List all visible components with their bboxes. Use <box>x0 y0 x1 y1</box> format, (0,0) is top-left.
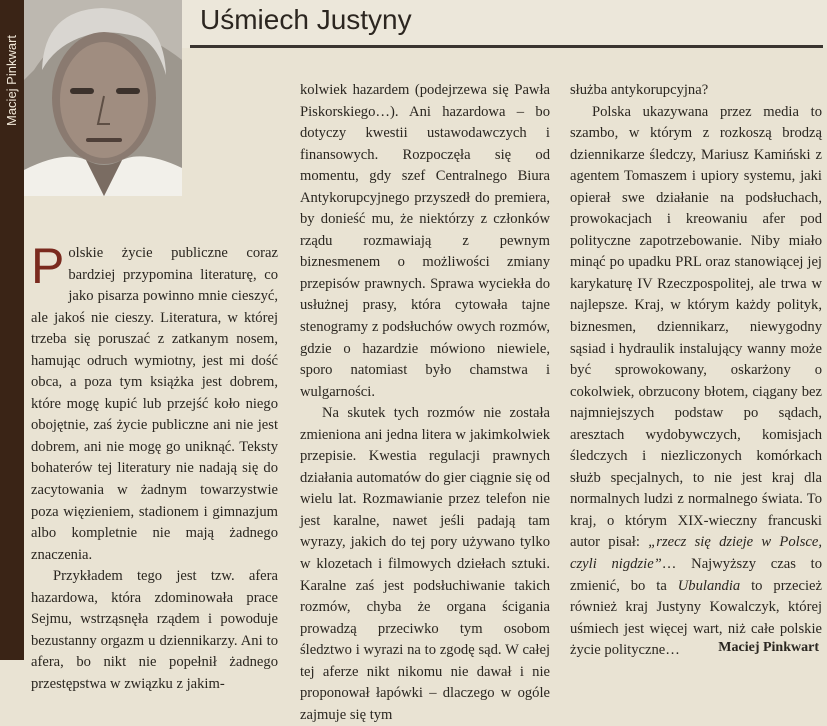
paragraph-2: Przykładem tego jest tzw. afera hazardowa, która zdominowała prace Sejmu, wstrząsnęła rządem i powoduje bezustanny orgazm u dziennikarzy. Ani to afera, bo nikt nie popełnił żadnego przestępstwa w związku z jakim- <box>31 568 278 692</box>
paragraph-5: służba antykorupcyjna? <box>570 82 709 98</box>
byline-sidebar <box>0 0 24 660</box>
column-3 <box>570 80 822 662</box>
column-1 <box>31 238 278 695</box>
author-portrait-icon <box>24 0 182 196</box>
column-2 <box>300 80 550 726</box>
article-title: Uśmiech Justyny <box>200 4 412 35</box>
ubulandia-text: Ubulandia <box>677 577 741 594</box>
paragraph-6-text: Polska ukazywana przez media to szambo, w którym z rozkoszą brodzą dziennikarze śledczy, Mariusz Kamiński z agentem Tomaszem i upiory systemu, jaki opierał swe działanie na podsłuchach, prowokacjach i kreowaniu afer pod polityczne zapotrzebowanie. Niby miało minąć po upadku PRL oraz stanowiącej jej karykaturę IV Rzeczpospolitej, ale trwa w najlepsze. Kraj, w którym każdy polityk, biznesmen, dziennikarz, niewygodny sąsiad i hydraulik instalujący wanny może być sprowokowany, oskarżony o cokolwiek, obrzucony błotem, ciągany bez najmniejszych podstaw po sądach, aresztach wydobywczych, komisjach śledczych i niezliczonych komórkach służb specjalnych, to nie jest kraj dla normalnych ludzi z normalnego świata. To kraj, o którym XIX-wieczny francuski autor pisał: <box>570 103 822 551</box>
paragraph-6-continuation: … Najwyższy czas to zmienić, bo ta <box>570 556 823 594</box>
paragraph-4: Na skutek tych rozmów nie została zmieniona ani jedna litera w jakimkolwiek przepisie. Kwestia regulacji prawnych działania automatów do gier ciągnie się od wielu lat. Rozmawianie przez telefon nie jest karalne, nawet jeśli padają tam wyrazy, jakich do tej pory używano tylko w klozetach i filmowych dziełach sztuki. Karalne zaś jest podsłuchiwanie takich rozmów, chyba że organa ścigania prowadzą przeciwko tym osobom śledztwo i wyrazi na to zgodę sąd. W całej tej aferze nikt nikomu nie dawał i nie proponował łapówki – dlaczego w ogóle zajmuje się tym <box>300 405 550 723</box>
paragraph-1 <box>31 238 278 566</box>
drop-cap: P <box>31 238 65 294</box>
signature: Maciej Pinkwart <box>718 640 819 655</box>
title-rule <box>190 45 823 48</box>
paragraph-3: kolwiek hazardem (podejrzewa się Pawła Piskorskiego…). Ani hazardowa – bo dotyczy kwestii ustawodawczych i finansowych. Rozpoczęła się od momentu, gdy szef Centralnego Biura Antykorupcyjnego przyszedł do premiera, by donieść mu, że niektórzy z członków rządu rozmawiają z pewnym biznesmenem o możliwości zmiany przepisów prawnych. Sprawa wyciekła do usłużnej prasy, która cytowała tajne stenogramy z podsłuchów owych rozmów, gdzie o hazardzie mówiono niewiele, sporo natomiast było chamstwa i wulgarności. <box>300 82 550 400</box>
author-photo <box>24 0 182 196</box>
author-byline-vertical: Maciej Pinkwart <box>4 34 19 126</box>
quote-text: „rzecz się dzieje w Polsce, czyli nigdzie” <box>570 534 822 573</box>
paragraph-6-tail: to przecież również kraj Justyny Kowalczyk, której uśmiech jest więcej wart, niż całe polskie życie polityczne… <box>570 577 822 659</box>
paragraph-6 <box>570 102 822 662</box>
paragraph-1-text: olskie życie publiczne coraz bardziej przypomina literaturę, co jako pisarza powinno mnie cieszyć, ale jakoś nie cieszy. Literatura, w której trzeba się poruszać z zatkanym nosem, hamując odruch wymiotny, jest mi dość obca, a poza tym książka jest dobrem, które mogę kupić lub przejść koło niego obojętnie, zaś życie publiczne ani nie jest dobrem, ani nie mogę go uniknąć. Teksty bohaterów tej literatury nie nadają się do zacytowania w żadnym towarzystwie poza więzieniem, stadionem i gimnazjum albo kompletnie nie mają żadnego znaczenia. <box>31 245 278 563</box>
